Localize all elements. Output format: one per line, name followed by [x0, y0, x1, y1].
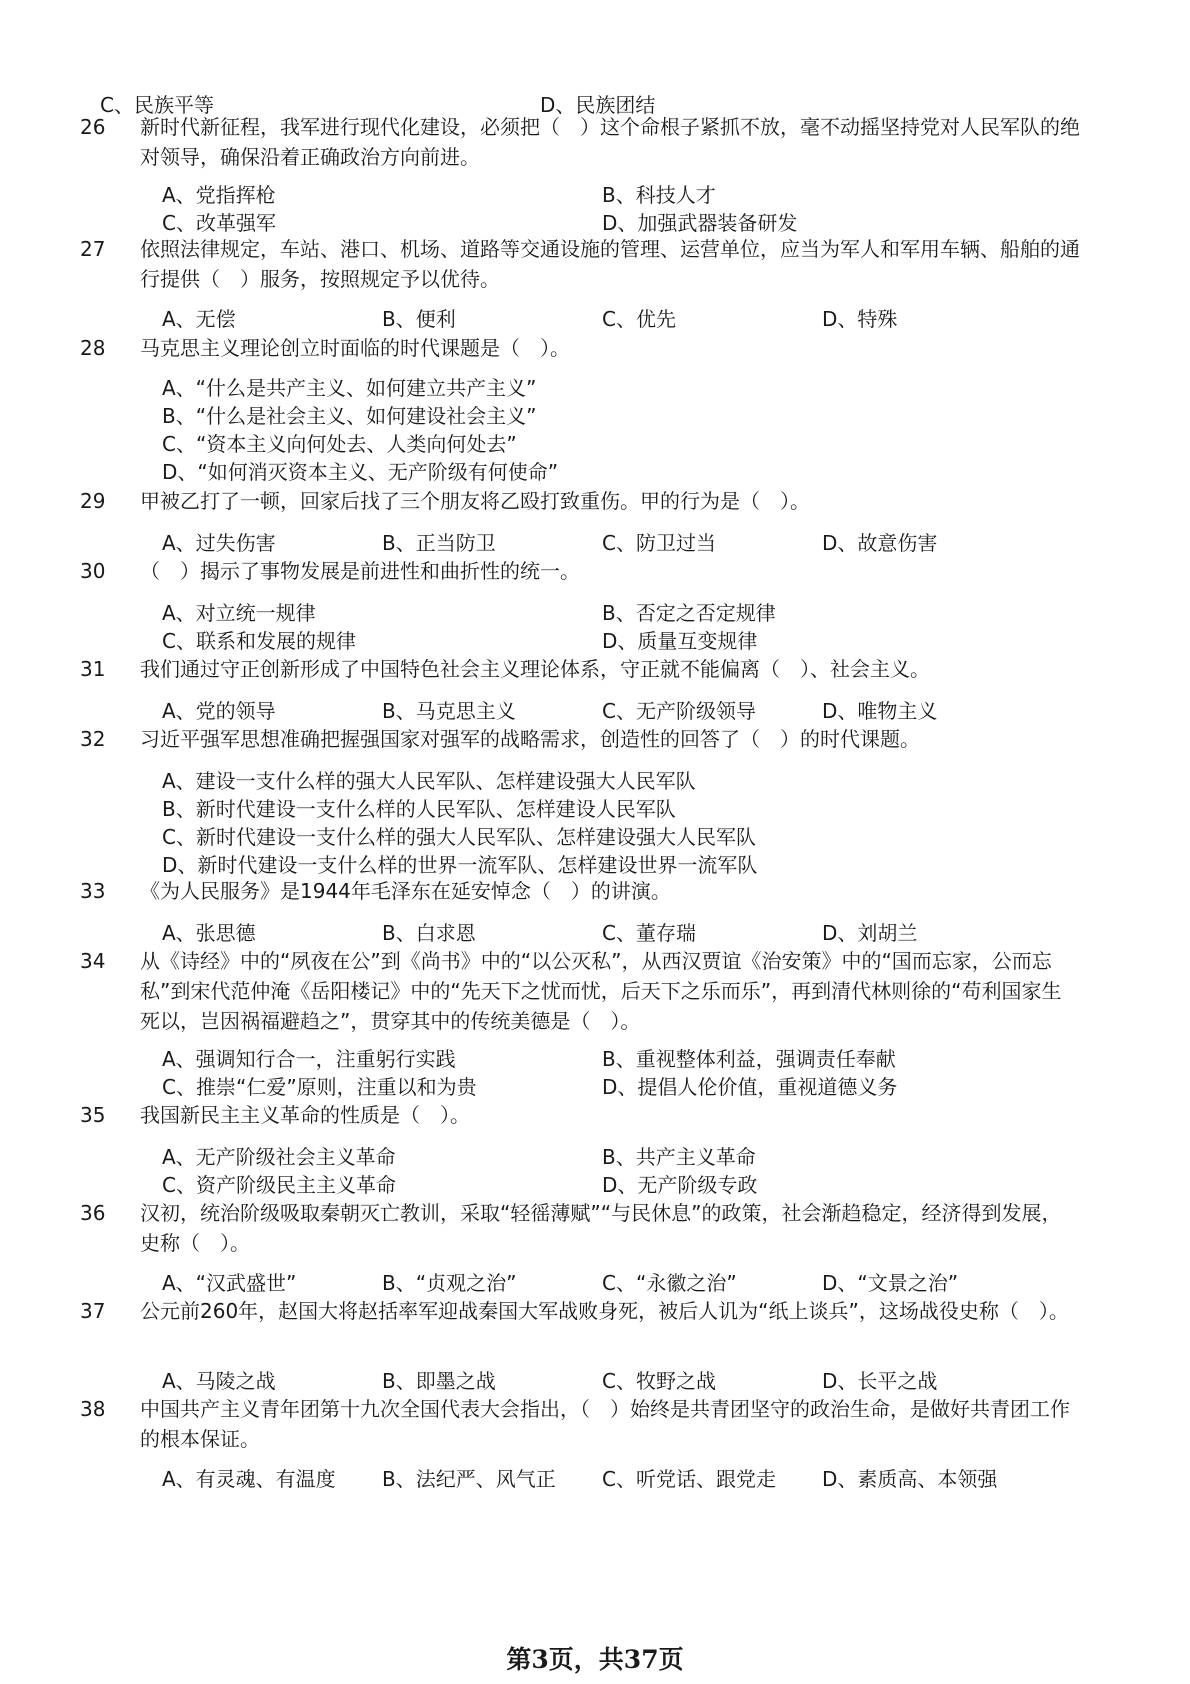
question-text: 《为人民服务》是1944年毛泽东在延安悼念（ ）的讲演。 [140, 879, 671, 903]
option-c: C、新时代建设一支什么样的强大人民军队、怎样建设强大人民军队 [162, 825, 756, 849]
option-c: C、无产阶级领导 [602, 699, 756, 723]
option-b: B、便利 [382, 307, 456, 331]
question-text: 马克思主义理论创立时面临的时代课题是（ ）。 [140, 336, 570, 360]
option-a: A、对立统一规律 [162, 601, 316, 625]
question-text: 新时代新征程，我军进行现代化建设，必须把（ ）这个命根子紧抓不放，毫不动摇坚持党对人民军队的绝对领导，确保沿着正确政治方向前进。 [140, 115, 1080, 169]
question-number: 35 [80, 1103, 106, 1127]
question-number: 26 [80, 115, 106, 139]
option-d: D、民族团结 [540, 93, 656, 117]
option-c: C、董存瑞 [602, 921, 696, 945]
option-b: B、“贞观之治” [382, 1271, 517, 1295]
question-text: 我们通过守正创新形成了中国特色社会主义理论体系，守正就不能偏离（ ）、社会主义。 [140, 657, 930, 681]
question-number: 27 [80, 237, 106, 261]
question-text: 我国新民主主义革命的性质是（ ）。 [140, 1103, 470, 1127]
option-d: D、“文景之治” [822, 1271, 959, 1295]
option-d: D、唯物主义 [822, 699, 938, 723]
question-number: 36 [80, 1201, 106, 1225]
option-c: C、联系和发展的规律 [162, 629, 356, 653]
question-text: 汉初，统治阶级吸取秦朝灭亡教训，采取“轻徭薄赋”“与民休息”的政策，社会渐趋稳定，经济得到发展，史称（ ）。 [140, 1201, 1062, 1255]
option-c: C、“资本主义向何处去、人类向何处去” [162, 432, 517, 456]
option-d: D、加强武器装备研发 [602, 211, 798, 235]
question-text: （ ）揭示了事物发展是前进性和曲折性的统一。 [140, 559, 580, 583]
option-a: A、有灵魂、有温度 [162, 1467, 336, 1491]
option-a: A、无产阶级社会主义革命 [162, 1145, 396, 1169]
question-text: 依照法律规定，车站、港口、机场、道路等交通设施的管理、运营单位，应当为军人和军用车辆、船舶的通行提供（ ）服务，按照规定予以优待。 [140, 237, 1080, 291]
option-b: B、即墨之战 [382, 1369, 496, 1393]
option-d: D、“如何消灭资本主义、无产阶级有何使命” [162, 460, 559, 484]
option-c: C、防卫过当 [602, 531, 716, 555]
option-b: B、科技人才 [602, 183, 716, 207]
option-b: B、正当防卫 [382, 531, 496, 555]
question-number: 31 [80, 657, 106, 681]
option-a: A、“什么是共产主义、如何建立共产主义” [162, 376, 537, 400]
option-a: A、建设一支什么样的强大人民军队、怎样建设强大人民军队 [162, 769, 696, 793]
option-a: A、无偿 [162, 307, 236, 331]
option-b: B、重视整体利益，强调责任奉献 [602, 1047, 896, 1071]
question-number: 33 [80, 879, 106, 903]
question-number: 30 [80, 559, 106, 583]
question-number: 37 [80, 1299, 106, 1323]
option-a: A、党指挥枪 [162, 183, 276, 207]
question-number: 34 [80, 949, 106, 973]
option-c: C、民族平等 [100, 93, 214, 117]
option-c: C、听党话、跟党走 [602, 1467, 776, 1491]
option-d: D、提倡人伦价值，重视道德义务 [602, 1075, 898, 1099]
option-c: C、牧野之战 [602, 1369, 716, 1393]
page-footer: 第3页，共37页 [506, 1645, 684, 1674]
question-text: 公元前260年，赵国大将赵括率军迎战秦国大军战败身死，被后人讥为“纸上谈兵”，这场战役史称（ ）。 [140, 1299, 1069, 1323]
question-text: 中国共产主义青年团第十九次全国代表大会指出，（ ）始终是共青团坚守的政治生命，是做好共青团工作的根本保证。 [140, 1397, 1070, 1451]
option-d: D、质量互变规律 [602, 629, 758, 653]
question-text: 习近平强军思想准确把握强国家对强军的战略需求，创造性的回答了（ ）的时代课题。 [140, 727, 920, 751]
option-d: D、长平之战 [822, 1369, 938, 1393]
option-b: B、法纪严、风气正 [382, 1467, 556, 1491]
question-number: 32 [80, 727, 106, 751]
question-text: 从《诗经》中的“夙夜在公”到《尚书》中的“以公灭私”，从西汉贾谊《治安策》中的“国而忘家，公而忘私”到宋代范仲淹《岳阳楼记》中的“先天下之忧而忧，后天下之乐而乐”，再到清代林则徐的“苟利国家生死以，岂因祸福避趋之”，贯穿其中的传统美德是（ ）。 [140, 949, 1062, 1033]
question-text: 甲被乙打了一顿，回家后找了三个朋友将乙殴打致重伤。甲的行为是（ ）。 [140, 489, 810, 513]
option-c: C、资产阶级民主主义革命 [162, 1173, 396, 1197]
option-d: D、特殊 [822, 307, 898, 331]
option-b: B、马克思主义 [382, 699, 516, 723]
option-a: A、“汉武盛世” [162, 1271, 297, 1295]
option-a: A、党的领导 [162, 699, 276, 723]
option-c: C、推崇“仁爱”原则，注重以和为贵 [162, 1075, 477, 1099]
option-d: D、无产阶级专政 [602, 1173, 758, 1197]
option-a: A、张思德 [162, 921, 256, 945]
option-b: B、新时代建设一支什么样的人民军队、怎样建设人民军队 [162, 797, 676, 821]
option-a: A、强调知行合一，注重躬行实践 [162, 1047, 456, 1071]
option-b: B、白求恩 [382, 921, 476, 945]
option-c: C、改革强军 [162, 211, 276, 235]
question-number: 38 [80, 1397, 106, 1421]
option-a: A、马陵之战 [162, 1369, 276, 1393]
option-d: D、素质高、本领强 [822, 1467, 998, 1491]
option-d: D、新时代建设一支什么样的世界一流军队、怎样建设世界一流军队 [162, 853, 758, 877]
option-b: B、否定之否定规律 [602, 601, 776, 625]
option-b: B、“什么是社会主义、如何建设社会主义” [162, 404, 537, 428]
question-number: 28 [80, 336, 106, 360]
option-c: C、优先 [602, 307, 676, 331]
option-c: C、“永徽之治” [602, 1271, 737, 1295]
option-d: D、刘胡兰 [822, 921, 918, 945]
option-a: A、过失伤害 [162, 531, 276, 555]
question-number: 29 [80, 489, 106, 513]
option-b: B、共产主义革命 [602, 1145, 756, 1169]
option-d: D、故意伤害 [822, 531, 938, 555]
